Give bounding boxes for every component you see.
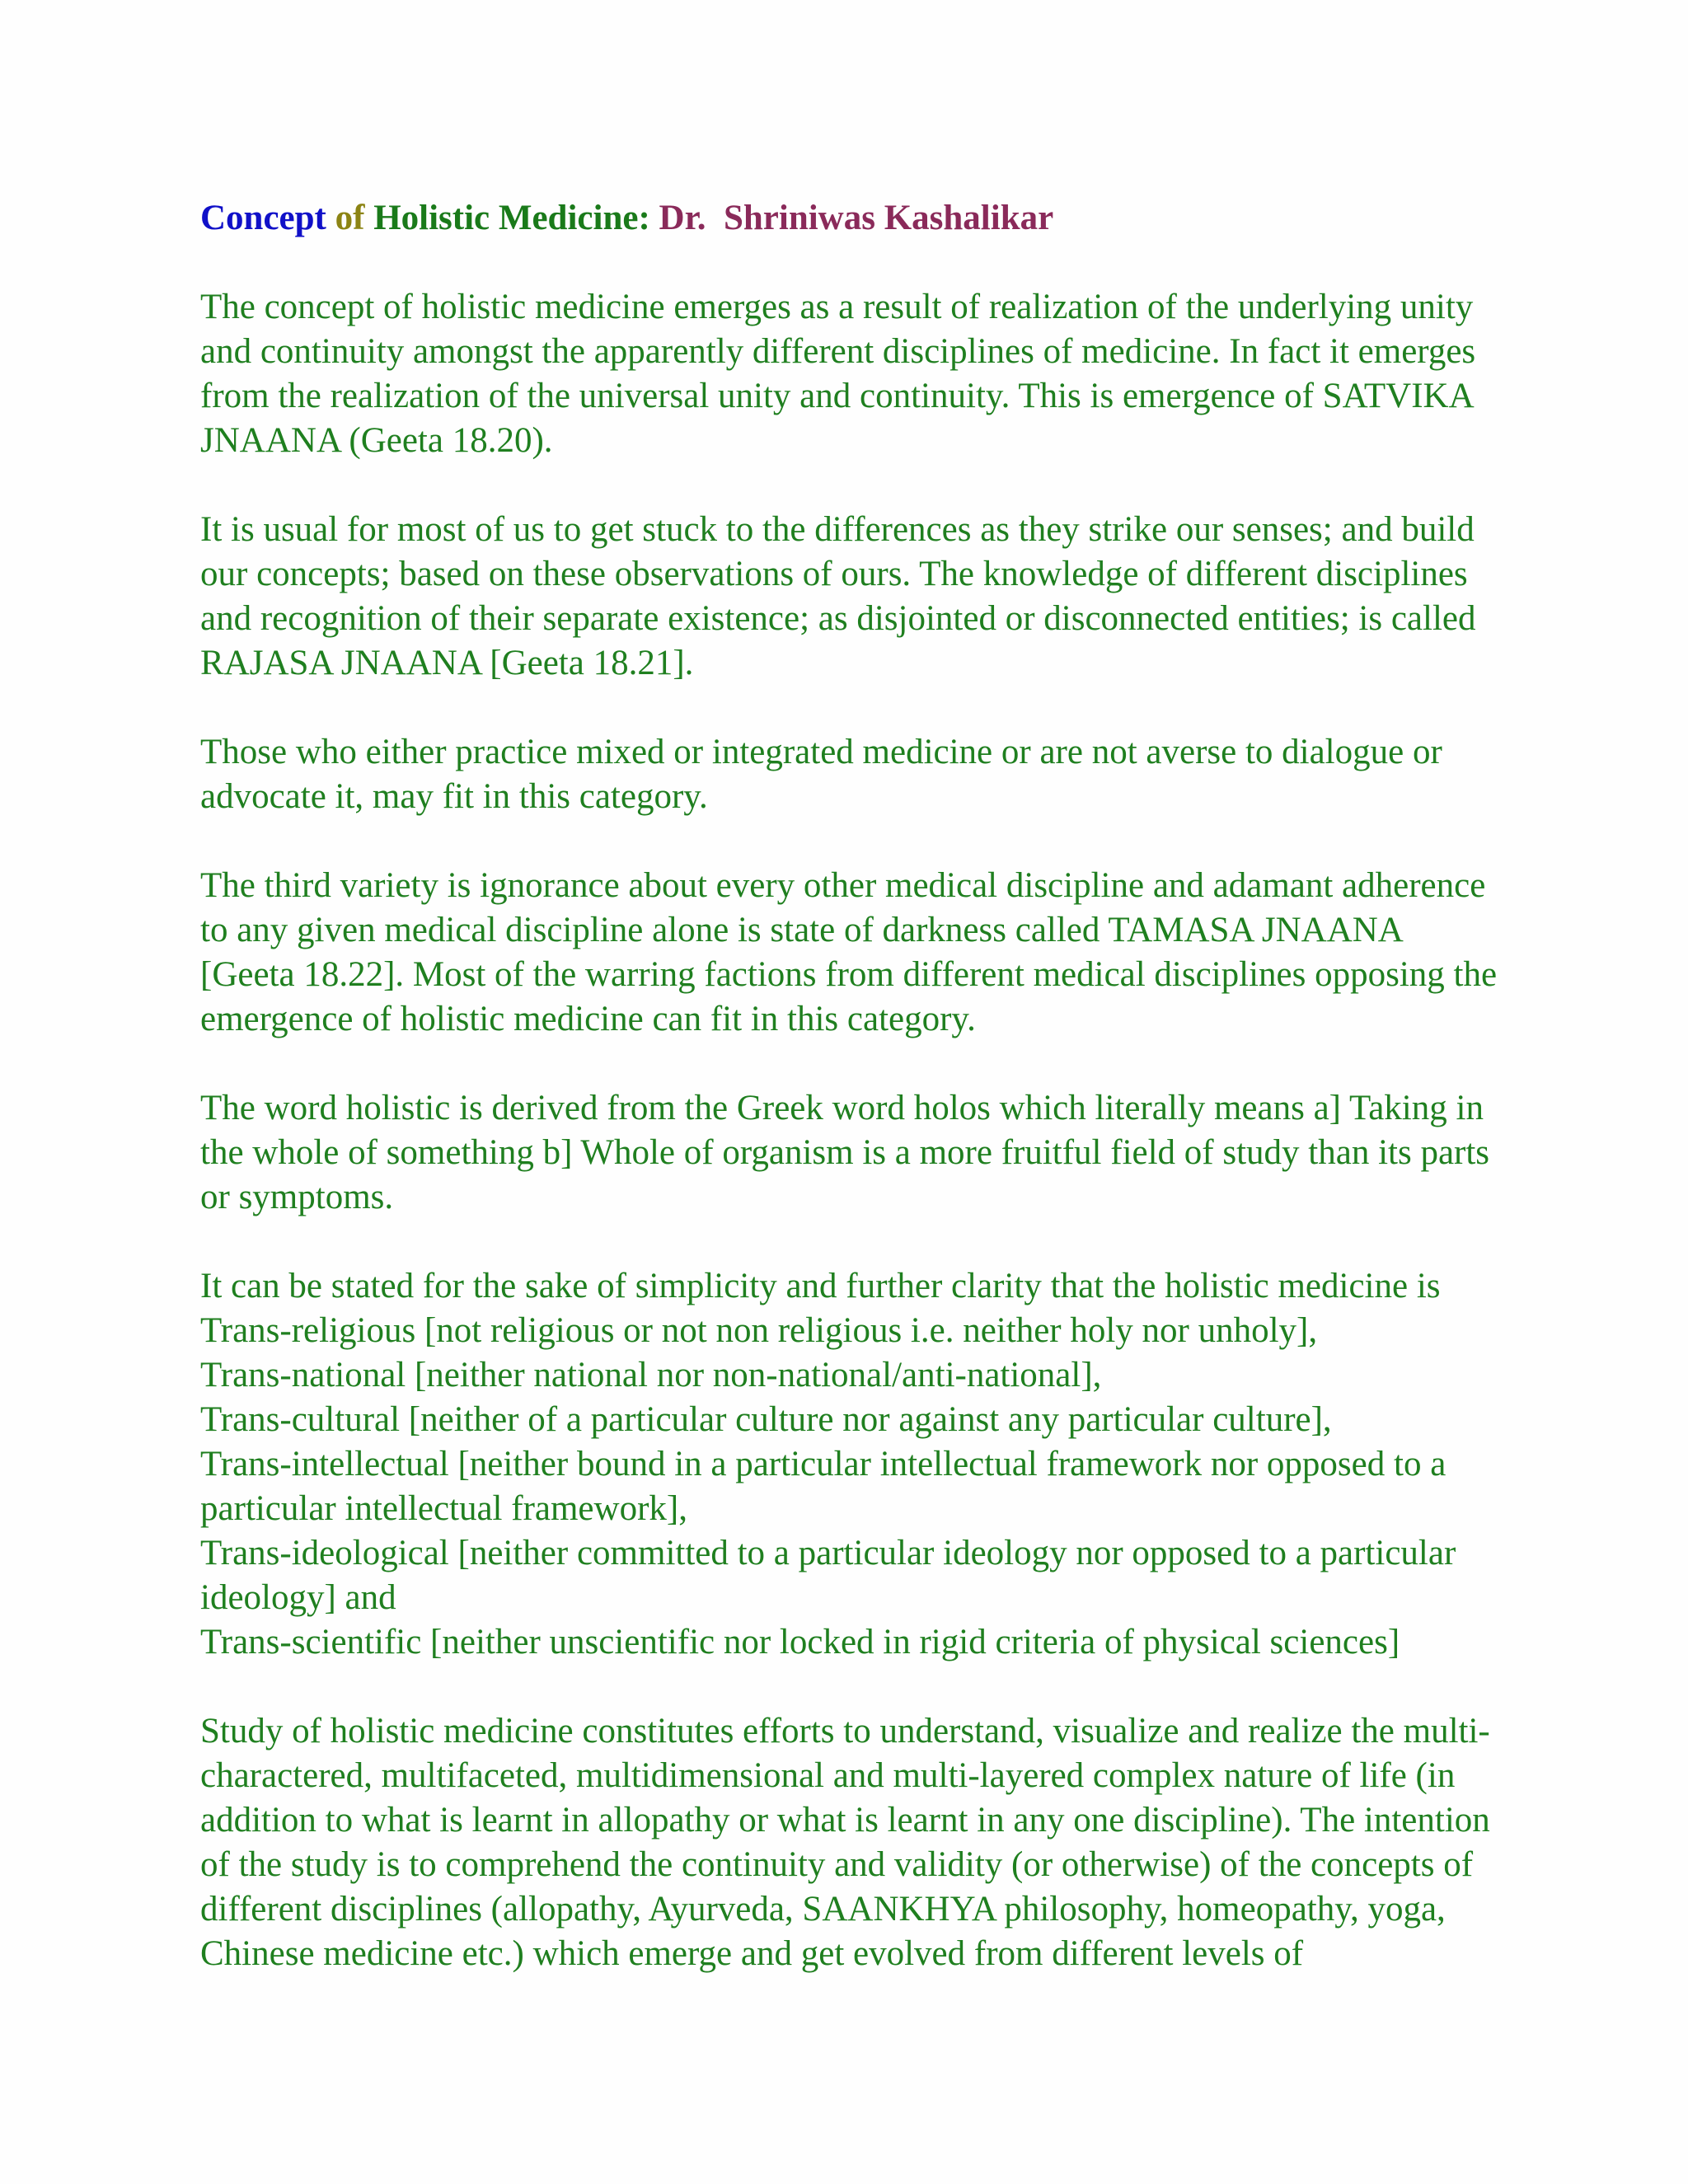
paragraph-line: JNAANA (Geeta 18.20). xyxy=(200,421,553,460)
paragraph-line: particular intellectual framework], xyxy=(200,1489,687,1528)
document-body xyxy=(200,196,1634,2021)
paragraph-line: It can be stated for the sake of simplicity and further clarity that the holistic medicine is xyxy=(200,1267,1441,1305)
paragraph-line: from the realization of the universal unity and continuity. This is emergence of SATVIKA xyxy=(200,377,1475,415)
paragraph-line: addition to what is learnt in allopathy or what is learnt in any one discipline). The intention xyxy=(200,1801,1490,1840)
paragraph xyxy=(200,864,1634,1042)
title-word-concept: Concept xyxy=(200,199,326,237)
paragraph-line: of the study is to comprehend the continuity and validity (or otherwise) of the concepts of xyxy=(200,1845,1474,1884)
paragraph xyxy=(200,1709,1634,1976)
paragraph-line: Trans-cultural [neither of a particular culture nor against any particular culture], xyxy=(200,1400,1332,1439)
paragraph-line: Trans-national [neither national nor non-national/anti-national], xyxy=(200,1356,1102,1394)
paragraph-line: ideology] and xyxy=(200,1578,396,1617)
paragraph-list xyxy=(200,285,1634,1976)
paragraph-line: The word holistic is derived from the Greek word holos which literally means a] Taking in xyxy=(200,1089,1484,1127)
paragraph-line: and continuity amongst the apparently different disciplines of medicine. In fact it emerges xyxy=(200,332,1476,371)
paragraph-line: to any given medical discipline alone is state of darkness called TAMASA JNAANA xyxy=(200,911,1404,949)
paragraph-line: the whole of something b] Whole of organism is a more fruitful field of study than its parts xyxy=(200,1133,1490,1172)
paragraph-line: [Geeta 18.22]. Most of the warring factions from different medical disciplines opposing the xyxy=(200,955,1498,994)
paragraph-line: Trans-ideological [neither committed to a particular ideology nor opposed to a particular xyxy=(200,1534,1456,1572)
paragraph xyxy=(200,730,1634,819)
paragraph-line: or symptoms. xyxy=(200,1178,394,1216)
paragraph-line: Trans-intellectual [neither bound in a particular intellectual framework nor opposed to a xyxy=(200,1445,1447,1483)
paragraph-line: charactered, multifaceted, multidimensional and multi-layered complex nature of life (in xyxy=(200,1756,1456,1795)
paragraph-line: The third variety is ignorance about every other medical discipline and adamant adherence xyxy=(200,866,1486,905)
paragraph xyxy=(200,1086,1634,1220)
title-holistic-medicine: Holistic Medicine: xyxy=(373,199,650,237)
paragraph xyxy=(200,508,1634,686)
paragraph-line: advocate it, may fit in this category. xyxy=(200,777,708,816)
paragraph-line: and recognition of their separate existence; as disjointed or disconnected entities; is called xyxy=(200,599,1476,638)
paragraph-line: Those who either practice mixed or integrated medicine or are not averse to dialogue or xyxy=(200,733,1442,771)
title-author: Dr. Shriniwas Kashalikar xyxy=(659,199,1054,237)
document-title xyxy=(200,196,1634,241)
paragraph-line: The concept of holistic medicine emerges as a result of realization of the underlying unity xyxy=(200,288,1474,326)
paragraph-line: RAJASA JNAANA [Geeta 18.21]. xyxy=(200,644,694,682)
paragraph-line: our concepts; based on these observations of ours. The knowledge of different disciplines xyxy=(200,555,1468,593)
paragraph-line: Trans-religious [not religious or not non religious i.e. neither holy nor unholy], xyxy=(200,1311,1318,1350)
paragraph-line: It is usual for most of us to get stuck to the differences as they strike our senses; and build xyxy=(200,510,1475,549)
paragraph-line: different disciplines (allopathy, Ayurveda, SAANKHYA philosophy, homeopathy, yoga, xyxy=(200,1890,1446,1929)
paragraph xyxy=(200,285,1634,463)
paragraph-line: emergence of holistic medicine can fit in this category. xyxy=(200,1000,976,1038)
paragraph xyxy=(200,1264,1634,1665)
paragraph-line: Trans-scientific [neither unscientific nor locked in rigid criteria of physical sciences] xyxy=(200,1623,1400,1661)
paragraph-line: Study of holistic medicine constitutes efforts to understand, visualize and realize the multi- xyxy=(200,1712,1490,1750)
title-word-of: of xyxy=(335,199,365,237)
paragraph-line: Chinese medicine etc.) which emerge and get evolved from different levels of xyxy=(200,1934,1304,1973)
